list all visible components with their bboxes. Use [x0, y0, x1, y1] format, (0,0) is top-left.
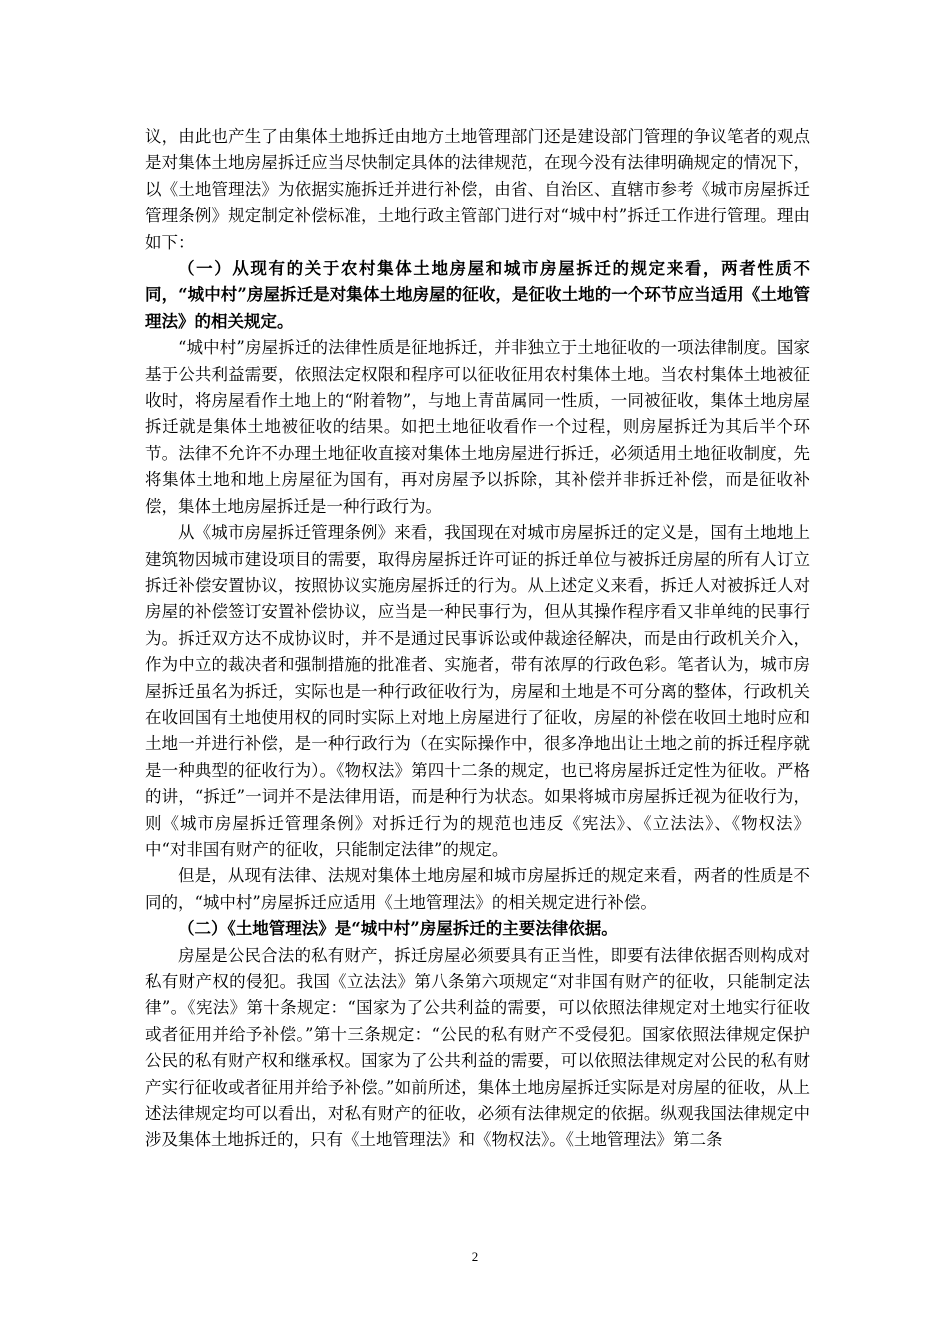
section-heading-2: （二）《土地管理法》是“城中村”房屋拆迁的主要法律依据。 — [178, 919, 618, 939]
paragraph-conclusion: 但是，从现有法律、法规对集体土地房屋和城市房屋拆迁的规定来看，两者的性质是不同的，“城中村”房屋拆迁应适用《土地管理法》的相关规定进行补偿。 — [145, 866, 810, 912]
paragraph-nature: “城中村”房屋拆迁的法律性质是征地拆迁，并非独立于土地征收的一项法律制度。国家基于公共利益需要，依照法定权限和程序可以征收征用农村集体土地。当农村集体土地被征收时，将房屋看作土地上的“附着物”，与地上青苗属同一性质，一同被征收，集体土地房屋拆迁就是集体土地被征收的结果。如把土地征收看作一个过程，则房屋拆迁为其后半个环节。法律不允许不办理土地征收直接对集体土地房屋进行拆迁，必须适用土地征收制度，先将集体土地和地上房屋征为国有，再对房屋予以拆除，其补偿并非拆迁补偿，而是征收补偿，集体土地房屋拆迁是一种行政行为。 — [145, 338, 810, 516]
paragraph-intro: 议，由此也产生了由集体土地拆迁由地方土地管理部门还是建设部门管理的争议笔者的观点是对集体土地房屋拆迁应当尽快制定具体的法律规范，在现今没有法律明确规定的情况下，以《土地管理法》为依据实施拆迁并进行补偿，由省、自治区、直辖市参考《城市房屋拆迁管理条例》规定制定补偿标准，土地行政主管部门进行对“城中村”拆迁工作进行管理。理由如下： — [145, 127, 810, 252]
paragraph-city-regulation: 从《城市房屋拆迁管理条例》来看，我国现在对城市房屋拆迁的定义是，国有土地地上建筑物因城市建设项目的需要，取得房屋拆迁许可证的拆迁单位与被拆迁房屋的所有人订立拆迁补偿安置协议，按照协议实施房屋拆迁的行为。从上述定义来看，拆迁人对被拆迁人对房屋的补偿签订安置补偿协议，应当是一种民事行为，但从其操作程序看又非单纯的民事行为。拆迁双方达不成协议时，并不是通过民事诉讼或仲裁途径解决，而是由行政机关介入，作为中立的裁决者和强制措施的批准者、实施者，带有浓厚的行政色彩。笔者认为，城市房屋拆迁虽名为拆迁，实际也是一种行政征收行为，房屋和土地是不可分离的整体，行政机关在收回国有土地使用权的同时实际上对地上房屋进行了征收，房屋的补偿在收回土地时应和土地一并进行补偿，是一种行政行为（在实际操作中，很多净地出让土地之前的拆迁程序就是一种典型的征收行为）。《物权法》第四十二条的规定，也已将房屋拆迁定性为征收。严格的讲，“拆迁”一词并不是法律用语，而是种行为状态。如果将城市房屋拆迁视为征收行为，则《城市房屋拆迁管理条例》对拆迁行为的规范也违反《宪法》、《立法法》、《物权法》中“对非国有财产的征收，只能制定法律”的规定。 — [145, 523, 810, 859]
paragraph-legal-basis: 房屋是公民合法的私有财产，拆迁房屋必须要具有正当性，即要有法律依据否则构成对私有财产权的侵犯。我国《立法法》第八条第六项规定“对非国有财产的征收，只能制定法律”。《宪法》第十条规定：“国家为了公共利益的需要，可以依照法律规定对土地实行征收或者征用并给予补偿。”第十三条规定：“公民的私有财产不受侵犯。国家依照法律规定保护公民的私有财产权和继承权。国家为了公共利益的需要，可以依照法律规定对公民的私有财产实行征收或者征用并给予补偿。”如前所述，集体土地房屋拆迁实际是对房屋的征收，从上述法律规定均可以看出，对私有财产的征收，必须有法律规定的依据。纵观我国法律规定中涉及集体土地拆迁的，只有《土地管理法》和《物权法》。《土地管理法》第二条 — [145, 945, 810, 1150]
section-heading-1: （一）从现有的关于农村集体土地房屋和城市房屋拆迁的规定来看，两者性质不同，“城中村”房屋拆迁是对集体土地房屋的征收，是征收土地的一个环节应当适用《土地管理法》的相关规定。 — [145, 259, 810, 331]
document-body — [145, 124, 810, 1154]
page-number: 2 — [471, 1249, 479, 1264]
